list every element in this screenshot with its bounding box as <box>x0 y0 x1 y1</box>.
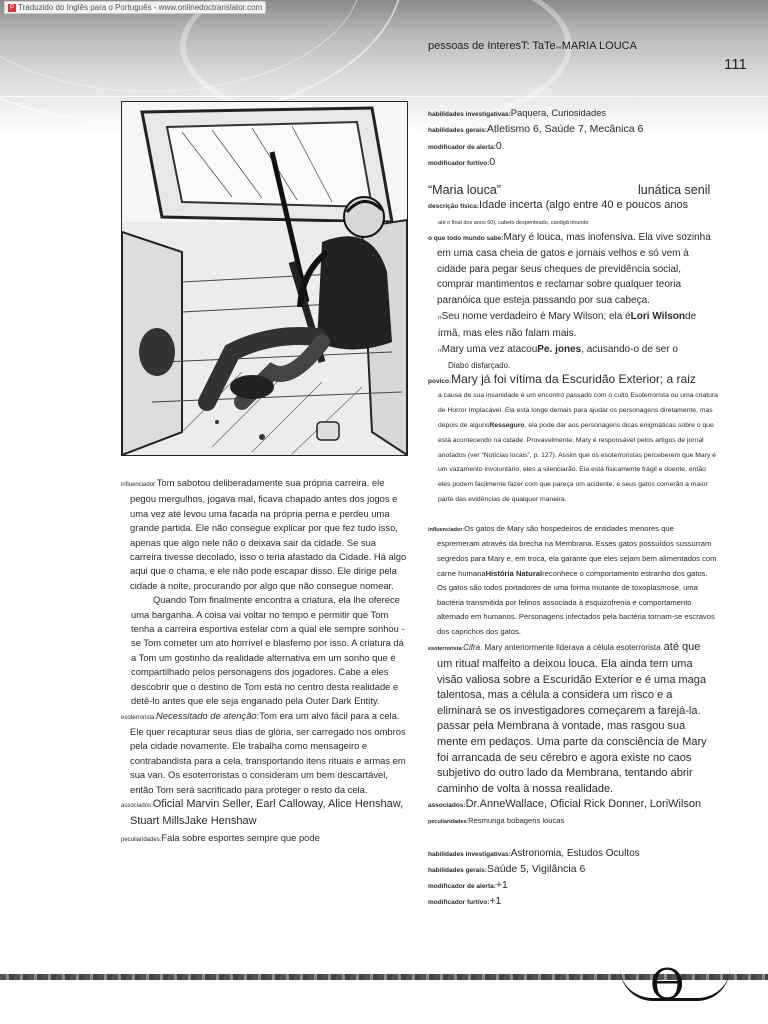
bullet-text-end: , acusando-o de ser o <box>581 343 678 355</box>
pdf-icon: P <box>9 4 14 11</box>
physical-description-continued <box>428 214 718 230</box>
bullet-text-end: de irmã, mas eles não falam mais. <box>438 310 697 340</box>
character-heading <box>428 182 718 198</box>
lori-wilson-link: Lori Wilson <box>630 310 686 322</box>
tom-quirks: peculiaridades:Fala sobre esportes sempre que pode <box>121 831 320 843</box>
right-column <box>428 106 718 910</box>
running-head-separator: »« <box>555 45 562 51</box>
povico-text: Mary já foi vítima da Escuridão Exterior; a raiz <box>451 372 696 387</box>
mary-stats <box>428 846 718 910</box>
influencer-label: influenciador <box>121 482 156 488</box>
bullet-mark: rr <box>438 314 442 321</box>
mary-investigative-abilities: habilidades investigativas:Astronomia, Estudos Ocultos <box>428 848 640 860</box>
quirks-label: peculiaridades <box>428 819 467 826</box>
general-text: Atletismo 6, Saúde 7, Mecânica 6 <box>486 123 644 136</box>
esoterrorist-role: Cifra <box>463 642 481 652</box>
esoterrorists-logo-icon: ϴ <box>650 960 685 1009</box>
man-in-truck-drawing <box>122 102 407 455</box>
left-column <box>121 476 407 847</box>
mary-esoterrorist-paragraph: esoterrorista:Cifra. Mary anteriormente liderava a célula esoterrorista até que um ritual malfeito a deixou louca. Ela ainda tem uma visão valiosa sobre a Escuridão Exterior e é uma maga talentosa, mas a célula a considera um risco e a eliminará se os investigadores começarem a farejá-la. passar pela Membrana à vontade, mas rasgou sua mente em pedaços. Uma parte da consciência de Mary foi arrancada de seu cérebro e agora existe no caos subjetivo do outro lado da Membrana, tentando abrir caminho de volta à nossa realidade. <box>428 640 707 795</box>
povico-label: povico <box>428 378 449 386</box>
stealth-value: 0 <box>489 156 496 169</box>
povico-line: povico:Mary já foi vítima da Escuridão Exterior; a raiz <box>428 372 696 387</box>
stealth-label: modificador furtivo <box>428 160 488 168</box>
bullet-text: Seu nome verdadeiro é Mary Wilson; ela é <box>441 310 631 322</box>
insanity-text: a causa de sua insanidade é um encontro passado com o culto Esoterrorista ou uma criatura de Horror Implacável. Ela está longe demais para ajudar os personagens diretamente, mas depois de alguns <box>438 392 718 429</box>
page-number: 111 <box>724 56 747 73</box>
character-epithet: lunática senil <box>638 182 711 197</box>
esoterrorist-role: Necessitado de atenção <box>156 709 257 721</box>
knows-text: Mary é louca, mas inofensiva. Ela vive sozinha em uma casa cheia de gatos e jornais velhos e só vem à cidade para pegar seus cheques de previdência social, comprar mantimentos e reclamar sobre qualquer teoria paranóica que esteja passando por sua cabeça. <box>437 231 711 306</box>
investigative-text: Astronomia, Estudos Ocultos <box>510 848 640 860</box>
mary-quirks: peculiaridades:Resmunga bobagens loucas <box>428 816 565 826</box>
tom-associates: associados:Oficial Marvin Seller, Earl Calloway, Alice Henshaw, Stuart MillsJake Henshaw <box>121 797 404 827</box>
bullet-mark: rr <box>438 347 442 354</box>
influencer-label: influenciador <box>428 526 463 533</box>
running-head-name: MARIA LOUCA <box>561 40 637 52</box>
what-everyone-knows: o que todo mundo sabe:Mary é louca, mas inofensiva. Ela vive sozinha em uma casa cheia de gatos e jornais velhos e só vem à cidade para pegar seus cheques de previdência social, comprar mantimentos e reclamar sobre qualquer teoria paranóica que esteja passando por sua cabeça. <box>428 231 711 306</box>
esoterrorist-label: esoterrorista <box>121 714 155 721</box>
investigative-text: Paquera, Curiosidades <box>510 107 607 118</box>
tom-esoterrorist-paragraph: esoterrorista:Necessitado de atenção:Tom era um alvo fácil para a cela. Ele quer recapturar seus dias de glória, ser carregado nos ombros pela cidade novamente. Ele trabalha como mensageiro e contrabandista para a cela, transportando itens rituais e armas em sua van. Os esoterroristas o consideram um bem descartável, então Tom será sacrificado para proteger o resto da cela. <box>121 709 406 795</box>
running-head-title: pessoas de InteresT: TaTe <box>428 40 556 52</box>
tom-influencer-paragraph: influenciador:Tom sabotou deliberadamente sua própria carreira. ele pegou mergulhos, jogava mal, ficava chapado antes dos jogos e uma vez até levou uma facada na própria perna e perdeu uma grande partida. Ele não consegue explicar por que fez tudo isso, apenas que algo nele não o deixava sair da cidade. Se sua carreira tivesse decolado, isso o teria afastado da Cidade. Há algo aqui que o chama, e ele não pode escapar disso. Ele dirige pela cidade à noite, procurando por algo que não consegue nomear. <box>121 477 407 591</box>
description-label: descrição física <box>428 202 477 210</box>
footer-decoration <box>0 960 768 1024</box>
character-name: “Maria louca” <box>428 182 501 197</box>
investigative-label: habilidades investigativas <box>428 851 509 859</box>
alert-value: 0 <box>495 139 502 152</box>
tom-stealth-modifier: modificador furtivo:0 <box>428 156 496 169</box>
investigative-label: habilidades investigativas <box>428 111 509 118</box>
bullet-attack-end: Diabo disfarçado. <box>448 361 511 371</box>
influencer-text: Tom sabotou deliberadamente sua própria carreira. ele pegou mergulhos, jogava mal, ficava chapado antes dos jogos e uma vez até levou uma facada na própria perna e perdeu uma grande partida. Ele não consegue explicar por que fez tudo isso, apenas que algo nele não o deixava sair da cidade. Se sua carreira tivesse decolado, isso o teria afastado da Cidade. Há algo aqui que o chama, e ele não pode escapar disso. Ele dirige pela cidade à noite, procurando por algo que não consegue nomear. <box>130 477 407 591</box>
general-text: Saúde 5, Vigilância 6 <box>486 863 586 876</box>
description-small-text: até o final dos anos 60), cabelo despenteado, cardigã imundo <box>438 219 589 226</box>
mary-stealth-modifier: modificador furtivo:+1 <box>428 895 502 908</box>
esoterrorist-text: . Mary anteriormente liderava a célula esoterrorista <box>480 642 661 652</box>
translator-banner-text: Traduzido do Inglês para o Português - www.onlinedoctranslator.com <box>18 3 263 12</box>
associates-label: associados <box>121 802 152 809</box>
quirks-label: peculiaridades <box>121 836 160 843</box>
insanity-text-end: , ela pode dar aos personagens dicas enigmáticas sobre o que está acontecendo na cidade. Provavelmente, Mary é responsável pelos artigos de jornal anotados (ver “Notícias locais”, p. 127). Assim que os esoterroristas perceberem que Mary é um vazamento involuntário, eles a silenciarão. Ela está fisicamente frágil e doente, então eles podem facilmente fazer com que pareça um acidente, e seus gatos comerão a maior parte das evidências de qualquer maneira. <box>438 421 717 503</box>
associates-text: Oficial Marvin Seller, Earl Calloway, Alice Henshaw, Stuart MillsJake Henshaw <box>130 797 404 827</box>
quirks-text: Resmunga bobagens loucas <box>468 816 565 826</box>
general-label: habilidades gerais <box>428 867 485 875</box>
bullet-text: Mary uma vez atacou <box>441 343 538 355</box>
influencer-text-end: reconhece o comportamento estranho dos gatos. Os gatos são todos portadores de uma forma mutante de toxoplasmose, uma bactéria transmitida por felinos associada à esquizofrenia e comportamento alternado em humanos. Personagens infectados pela bactéria tornam-se escravos dos caprichos dos gatos. <box>437 568 715 636</box>
associates-text: Dr.AnneWallace, Oficial Rick Donner, LoriWilson <box>465 798 702 811</box>
associates-label: associados <box>428 802 464 810</box>
bullet-real-name <box>428 309 718 342</box>
reassurance-link: Resseguro <box>489 421 525 429</box>
running-head <box>428 40 637 52</box>
description-text: Idade incerta (algo entre 40 e poucos anos <box>478 198 689 211</box>
alert-value: +1 <box>495 879 508 892</box>
bargain-paragraph: Quando Tom finalmente encontra a criatura, ela lhe oferece uma barganha. A coisa vai voltar no tempo e permitir que Tom tenha a carreira esportiva estelar com a qual ele sempre sonhou - se Tom cometer um ato horrível e blasfemo por isso. A criatura dá a Tom um gostinho da realidade alternativa em um sonho que é compartilhado pelos personagens dos jogadores. Cabe a eles descobrir que o destino de Tom está no centro desta realidade e detê-lo antes que ele seja enganado pela Outer Dark Entity. <box>131 594 405 707</box>
bullet-attack <box>428 342 718 360</box>
esoterrorist-text-continued: até que um ritual malfeito a deixou louca. Ela ainda tem uma visão valiosa sobre a Escuridão Exterior e é uma maga talentosa, mas a célula a considera um risco e a eliminará se os investigadores começarem a farejá-la. passar pela Membrana à vontade, mas rasgou sua mente em pedaços. Uma parte da consciência de Mary foi arrancada de seu cérebro e agora existe no caos subjetivo do outro lado da Membrana, tentando abrir caminho de volta à nossa realidade. <box>437 640 707 795</box>
tom-general-abilities: habilidades gerais:Atletismo 6, Saúde 7, Mecânica 6 <box>428 123 644 136</box>
quirks-text: Fala sobre esportes sempre que pode <box>161 831 320 843</box>
father-jones-link: Pe. jones <box>537 343 582 355</box>
alert-label: modificador de alerta <box>428 883 494 891</box>
esoterrorist-text: Tom era um alvo fácil para a cela. Ele quer recapturar seus dias de glória, ser carregado nos ombros pela cidade novamente. Ele trabalha como mensageiro e contrabandista para a cela, transportando itens rituais e armas em sua van. Os esoterroristas o consideram um bem descartável, então Tom será sacrificado para proteger o resto da cela. <box>130 709 406 795</box>
truck-illustration <box>121 101 408 456</box>
tom-alert-modifier: modificador de alerta:0 <box>428 139 502 152</box>
mary-alert-modifier: modificador de alerta:+1 <box>428 879 508 892</box>
mary-influencer-paragraph: influenciador:Os gatos de Mary são hospedeiros de entidades menores que espremeram através da brecha na Membrana. Esses gatos possuídos sussurram segredos para Mary e, em troca, ela garante que eles sejam bem alimentados com carne humanaHistória Naturalreconhece o comportamento estranho dos gatos. Os gatos são todos portadores de uma forma mutante de toxoplasmose, uma bactéria transmitida por felinos associada à esquizofrenia e comportamento alternado em humanos. Personagens infectados pela bactéria tornam-se escravos dos caprichos dos gatos. <box>428 523 717 636</box>
mary-general-abilities: habilidades gerais:Saúde 5, Vigilância 6 <box>428 863 586 876</box>
translator-banner[interactable] <box>4 1 266 14</box>
general-label: habilidades gerais <box>428 127 485 135</box>
influencer-text: Os gatos de Mary são hospedeiros de entidades menores que espremeram através da brecha na Membrana. Esses gatos possuídos sussurram segredos para Mary e, em troca, ela garante que eles sejam bem alimentados com carne humana <box>437 523 717 578</box>
mary-associates: associados:Dr.AnneWallace, Oficial Rick Donner, LoriWilson <box>428 798 702 811</box>
tom-investigative-abilities: habilidades investigativas:Paquera, Curiosidades <box>428 107 607 118</box>
insanity-paragraph <box>428 389 718 507</box>
esoterrorist-label: esoterrorista <box>428 645 462 652</box>
alert-label: modificador de alerta <box>428 143 494 151</box>
knows-label: o que todo mundo sabe <box>428 234 502 242</box>
natural-history-link: História Natural <box>485 568 543 578</box>
stealth-value: +1 <box>489 895 502 908</box>
stealth-label: modificador furtivo <box>428 899 488 907</box>
physical-description: descrição física:Idade incerta (algo entre 40 e poucos anos <box>428 198 689 211</box>
